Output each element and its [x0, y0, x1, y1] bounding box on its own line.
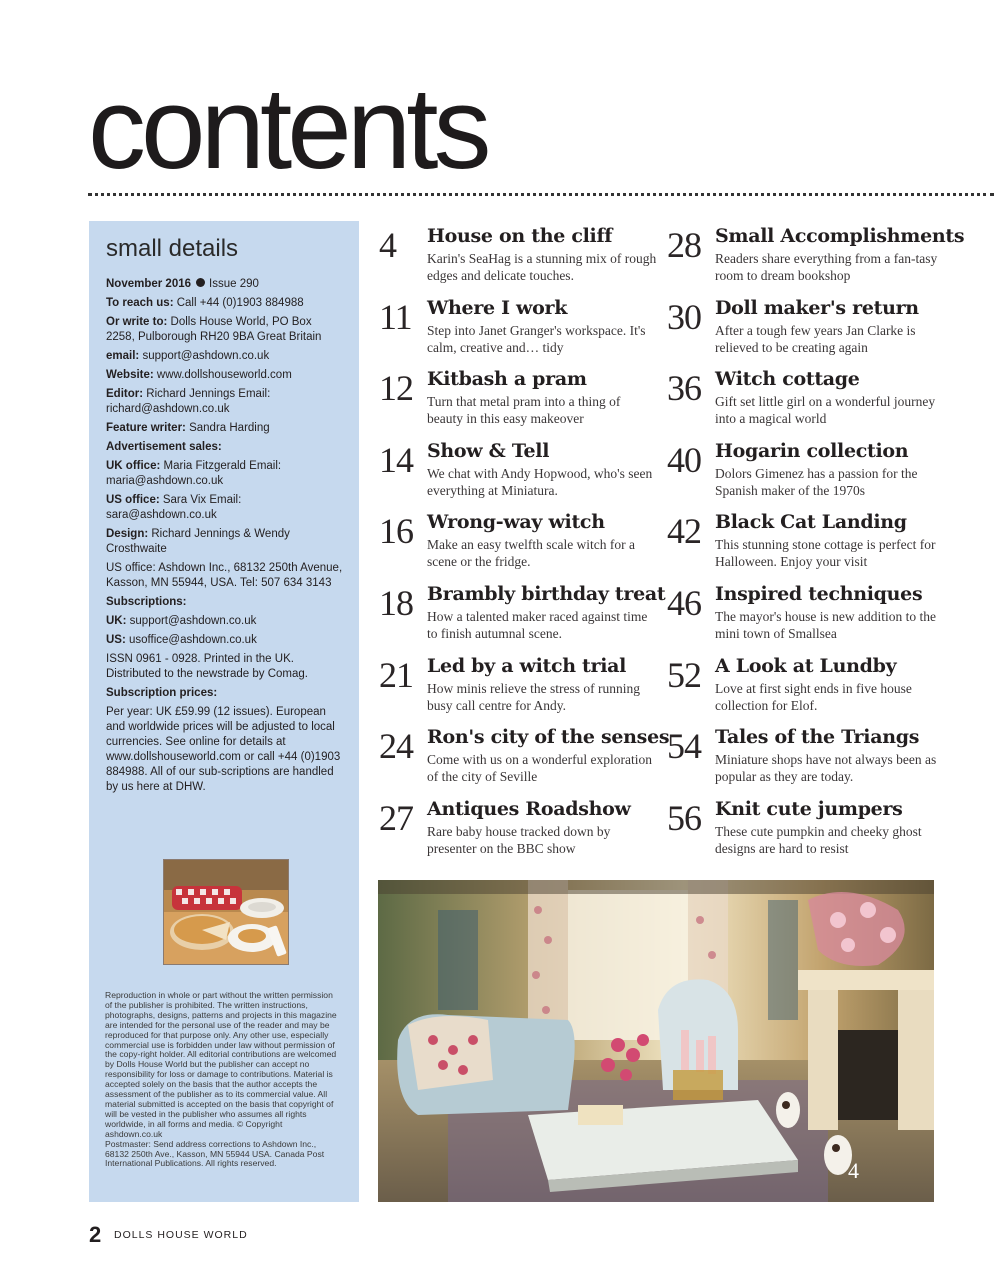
detail-line [106, 459, 343, 489]
entry-page-number: 4 [379, 225, 396, 265]
entry-description: Dolors Gimenez has a passion for the Spanish maker of the 1970s [715, 465, 918, 498]
detail-line [106, 705, 343, 795]
issue-number: Issue 290 [209, 278, 259, 290]
detail-value: www.dollshouseworld.com [153, 369, 292, 381]
entry-description: Rare baby house tracked down by presenter on the BBC show [427, 823, 611, 856]
detail-value: Dolls House World, PO Box 2258, Pulborough RH20 9BA Great Britain [106, 316, 322, 343]
detail-key: To reach us: [106, 297, 174, 309]
entry-description: These cute pumpkin and cheeky ghost designs are hard to resist [715, 823, 922, 856]
contents-entry[interactable] [379, 654, 669, 722]
entry-title: Small Accomplishments [715, 225, 965, 247]
detail-line [106, 614, 343, 629]
contents-entry[interactable] [379, 725, 669, 793]
entry-page-number: 27 [379, 797, 413, 838]
detail-line [106, 315, 343, 345]
detail-line [106, 440, 343, 455]
contents-entry[interactable] [379, 224, 669, 292]
footer-page-number: 2 [89, 1222, 102, 1247]
entry-title: Black Cat Landing [715, 511, 907, 534]
detail-key: Editor: [106, 388, 144, 400]
contents-entry[interactable] [379, 367, 669, 435]
entry-title: Tales of the Triangs [715, 726, 920, 749]
contents-entry[interactable] [379, 797, 669, 865]
entry-page-number: 52 [667, 654, 701, 695]
contents-entry[interactable] [379, 510, 669, 578]
entry-page-number: 16 [379, 511, 413, 552]
entry-description: We chat with Andy Hopwood, who's seen everything at Miniatura. [427, 465, 653, 498]
entry-description: How minis relieve the stress of running busy call centre for Andy. [427, 680, 640, 713]
entry-description: The mayor's house is new addition to the mini town of Smallsea [715, 609, 937, 641]
detail-line [106, 387, 343, 417]
entry-title: Hogarin collection [715, 439, 909, 462]
entry-page-number: 14 [379, 439, 413, 480]
entry-title: Witch cottage [715, 368, 860, 391]
entry-description: Readers share everything from a fan-tasy room to dream bookshop [715, 251, 938, 283]
detail-value: usoffice@ashdown.co.uk [125, 634, 257, 646]
entry-description: Love at first sight ends in five house collection for Elof. [715, 680, 912, 713]
contents-entry[interactable] [379, 296, 669, 364]
entry-page-number: 12 [379, 368, 413, 409]
contents-entry[interactable] [667, 367, 957, 435]
entry-description: Come with us on a wonderful exploration of the city of Seville [427, 752, 652, 785]
entry-description: Step into Janet Granger's workspace. It's calm, creative and… tidy [427, 322, 646, 355]
entry-title: Kitbash a pram [427, 368, 587, 391]
dotted-divider [88, 193, 994, 196]
entry-description: Make an easy twelfth scale witch for a scene or the fridge. [427, 537, 636, 570]
entry-title: Led by a witch trial [427, 654, 627, 677]
contents-entry[interactable] [379, 582, 669, 650]
postmaster-text: Postmaster: Send address corrections to Ashdown Inc., 68132 250th Ave., Kasson, MN 55944 USA. Canada Post International Publications. All rights reserved. [105, 1138, 325, 1169]
pie-thumbnail-image [163, 859, 289, 965]
detail-value: support@ashdown.co.uk [126, 615, 257, 627]
contact-details [106, 296, 343, 795]
contents-entry[interactable] [667, 725, 957, 793]
bullet-icon [196, 278, 205, 287]
entry-page-number: 30 [667, 296, 701, 337]
detail-line [106, 296, 343, 311]
detail-line [106, 595, 343, 610]
entry-page-number: 54 [667, 726, 701, 767]
detail-line [106, 349, 343, 364]
detail-key: Subscription prices: [106, 687, 218, 699]
entry-description: Gift set little girl on a wonderful journey into a magical world [715, 394, 936, 427]
detail-value: Sara Vix Email: sara@ashdown.co.uk [106, 494, 242, 521]
detail-key: Subscriptions: [106, 596, 187, 608]
detail-line [106, 561, 343, 591]
detail-value: Maria Fitzgerald Email: maria@ashdown.co.uk [106, 460, 282, 487]
entry-title: House on the cliff [427, 225, 613, 247]
entry-page-number: 40 [667, 439, 701, 480]
entry-title: Doll maker's return [715, 296, 919, 319]
detail-key: Feature writer: [106, 422, 186, 434]
entry-page-number: 24 [379, 726, 413, 767]
entry-title: Knit cute jumpers [715, 797, 903, 820]
contents-entry[interactable] [667, 510, 957, 578]
entry-page-number: 11 [379, 296, 412, 337]
issue-date: November 2016 [106, 278, 192, 290]
detail-line [106, 633, 343, 648]
contents-entry[interactable] [667, 224, 965, 292]
entry-description: After a tough few years Jan Clarke is relieved to be creating again [715, 322, 916, 355]
contents-entry[interactable] [667, 439, 957, 507]
detail-key: UK office: [106, 460, 161, 472]
entry-page-number: 36 [667, 368, 701, 409]
detail-line [106, 652, 343, 682]
entry-title: Brambly birthday treat [427, 583, 666, 605]
entry-description: Miniature shops have not always been as popular as they are today. [715, 752, 937, 785]
detail-value: Sandra Harding [185, 422, 270, 434]
entry-page-number: 21 [379, 654, 413, 695]
entry-title: A Look at Lundby [715, 654, 897, 677]
entry-title: Show & Tell [427, 439, 550, 462]
entry-title: Antiques Roadshow [427, 797, 631, 820]
detail-value: Richard Jennings Email: richard@ashdown.co.uk [106, 388, 271, 415]
entry-title: Wrong-way witch [427, 511, 605, 534]
detail-value: Call +44 (0)1903 884988 [173, 297, 304, 309]
entry-page-number: 18 [379, 583, 413, 623]
detail-key: email: [106, 350, 140, 362]
detail-key: US: [106, 634, 126, 646]
legal-notice [105, 991, 337, 1169]
entry-description: How a talented maker raced against time to finish autumnal scene. [427, 609, 648, 641]
detail-key: Design: [106, 528, 149, 540]
detail-key: UK: [106, 615, 127, 627]
photo-page-reference: 4 [848, 1158, 859, 1183]
detail-line [106, 421, 343, 436]
detail-line [106, 527, 343, 557]
detail-value: support@ashdown.co.uk [139, 350, 270, 362]
contents-entry[interactable] [667, 296, 957, 364]
detail-value: ISSN 0961 - 0928. Printed in the UK. Distributed to the newstrade by Comag. [106, 653, 308, 680]
entry-title: Inspired techniques [715, 583, 923, 605]
detail-line [106, 686, 343, 701]
entry-page-number: 42 [667, 511, 701, 552]
entry-title: Where I work [427, 296, 568, 319]
detail-key: Website: [106, 369, 154, 381]
entry-page-number: 56 [667, 797, 701, 838]
small-details-heading: small details [106, 235, 239, 262]
footer-magazine-name: DOLLS HOUSE WORLD [114, 1229, 248, 1241]
copyright-text: Reproduction in whole or part without the written permission of the publisher is prohibited. The written instructions, photographs, designs, patterns and projects in this magazine are intended for the personal use of the reader and may be reproduced for that purpose only. Any other use, especially commercial use is forbidden under law without permission of the copy-right holder. All editorial contributions are welcomed by Dolls House World but the publisher can accept no responsibility for loss or damage to contributions. Material is accepted solely on the basis that the author accepts the assessment of the publisher as to its commercial value. All material submitted is accepted on the basis that copyright of will be vested in the publisher who assumes all rights worldwide, in all forms and media. © Copyright ashdown.co.uk [105, 990, 337, 1139]
detail-line [106, 368, 343, 383]
contents-entry[interactable] [379, 439, 669, 507]
detail-key: US office: [106, 494, 160, 506]
detail-value: Richard Jennings & Wendy Crosthwaite [106, 528, 290, 555]
detail-value: US office: Ashdown Inc., 68132 250th Avenue, Kasson, MN 55944, USA. Tel: 507 634 3143 [106, 562, 343, 589]
contents-entry[interactable] [667, 797, 957, 865]
detail-key: Advertisement sales: [106, 441, 222, 453]
small-details-panel [89, 221, 359, 1202]
contents-entry[interactable] [667, 654, 957, 722]
contents-entry[interactable] [667, 582, 957, 650]
issue-line [106, 277, 343, 292]
detail-value: Per year: UK £59.99 (12 issues). European and worldwide prices will be adjusted to local currencies. See online for details at www.dollshouseworld.com or call +44 (0)1903 884988. All of our sub-scriptions are handled by us here at DHW. [106, 706, 341, 793]
detail-line [106, 493, 343, 523]
page-title: contents [88, 63, 487, 193]
entry-description: Karin's SeaHag is a stunning mix of rough edges and delicate touches. [427, 251, 657, 283]
entry-description: Turn that metal pram into a thing of beauty in this easy makeover [427, 394, 621, 427]
dollhouse-room-photo [378, 880, 934, 1202]
detail-key: Or write to: [106, 316, 168, 328]
entry-description: This stunning stone cottage is perfect for Halloween. Enjoy your visit [715, 537, 936, 570]
entry-page-number: 46 [667, 583, 701, 623]
entry-title: Ron's city of the senses [427, 726, 670, 749]
entry-page-number: 28 [667, 225, 701, 265]
